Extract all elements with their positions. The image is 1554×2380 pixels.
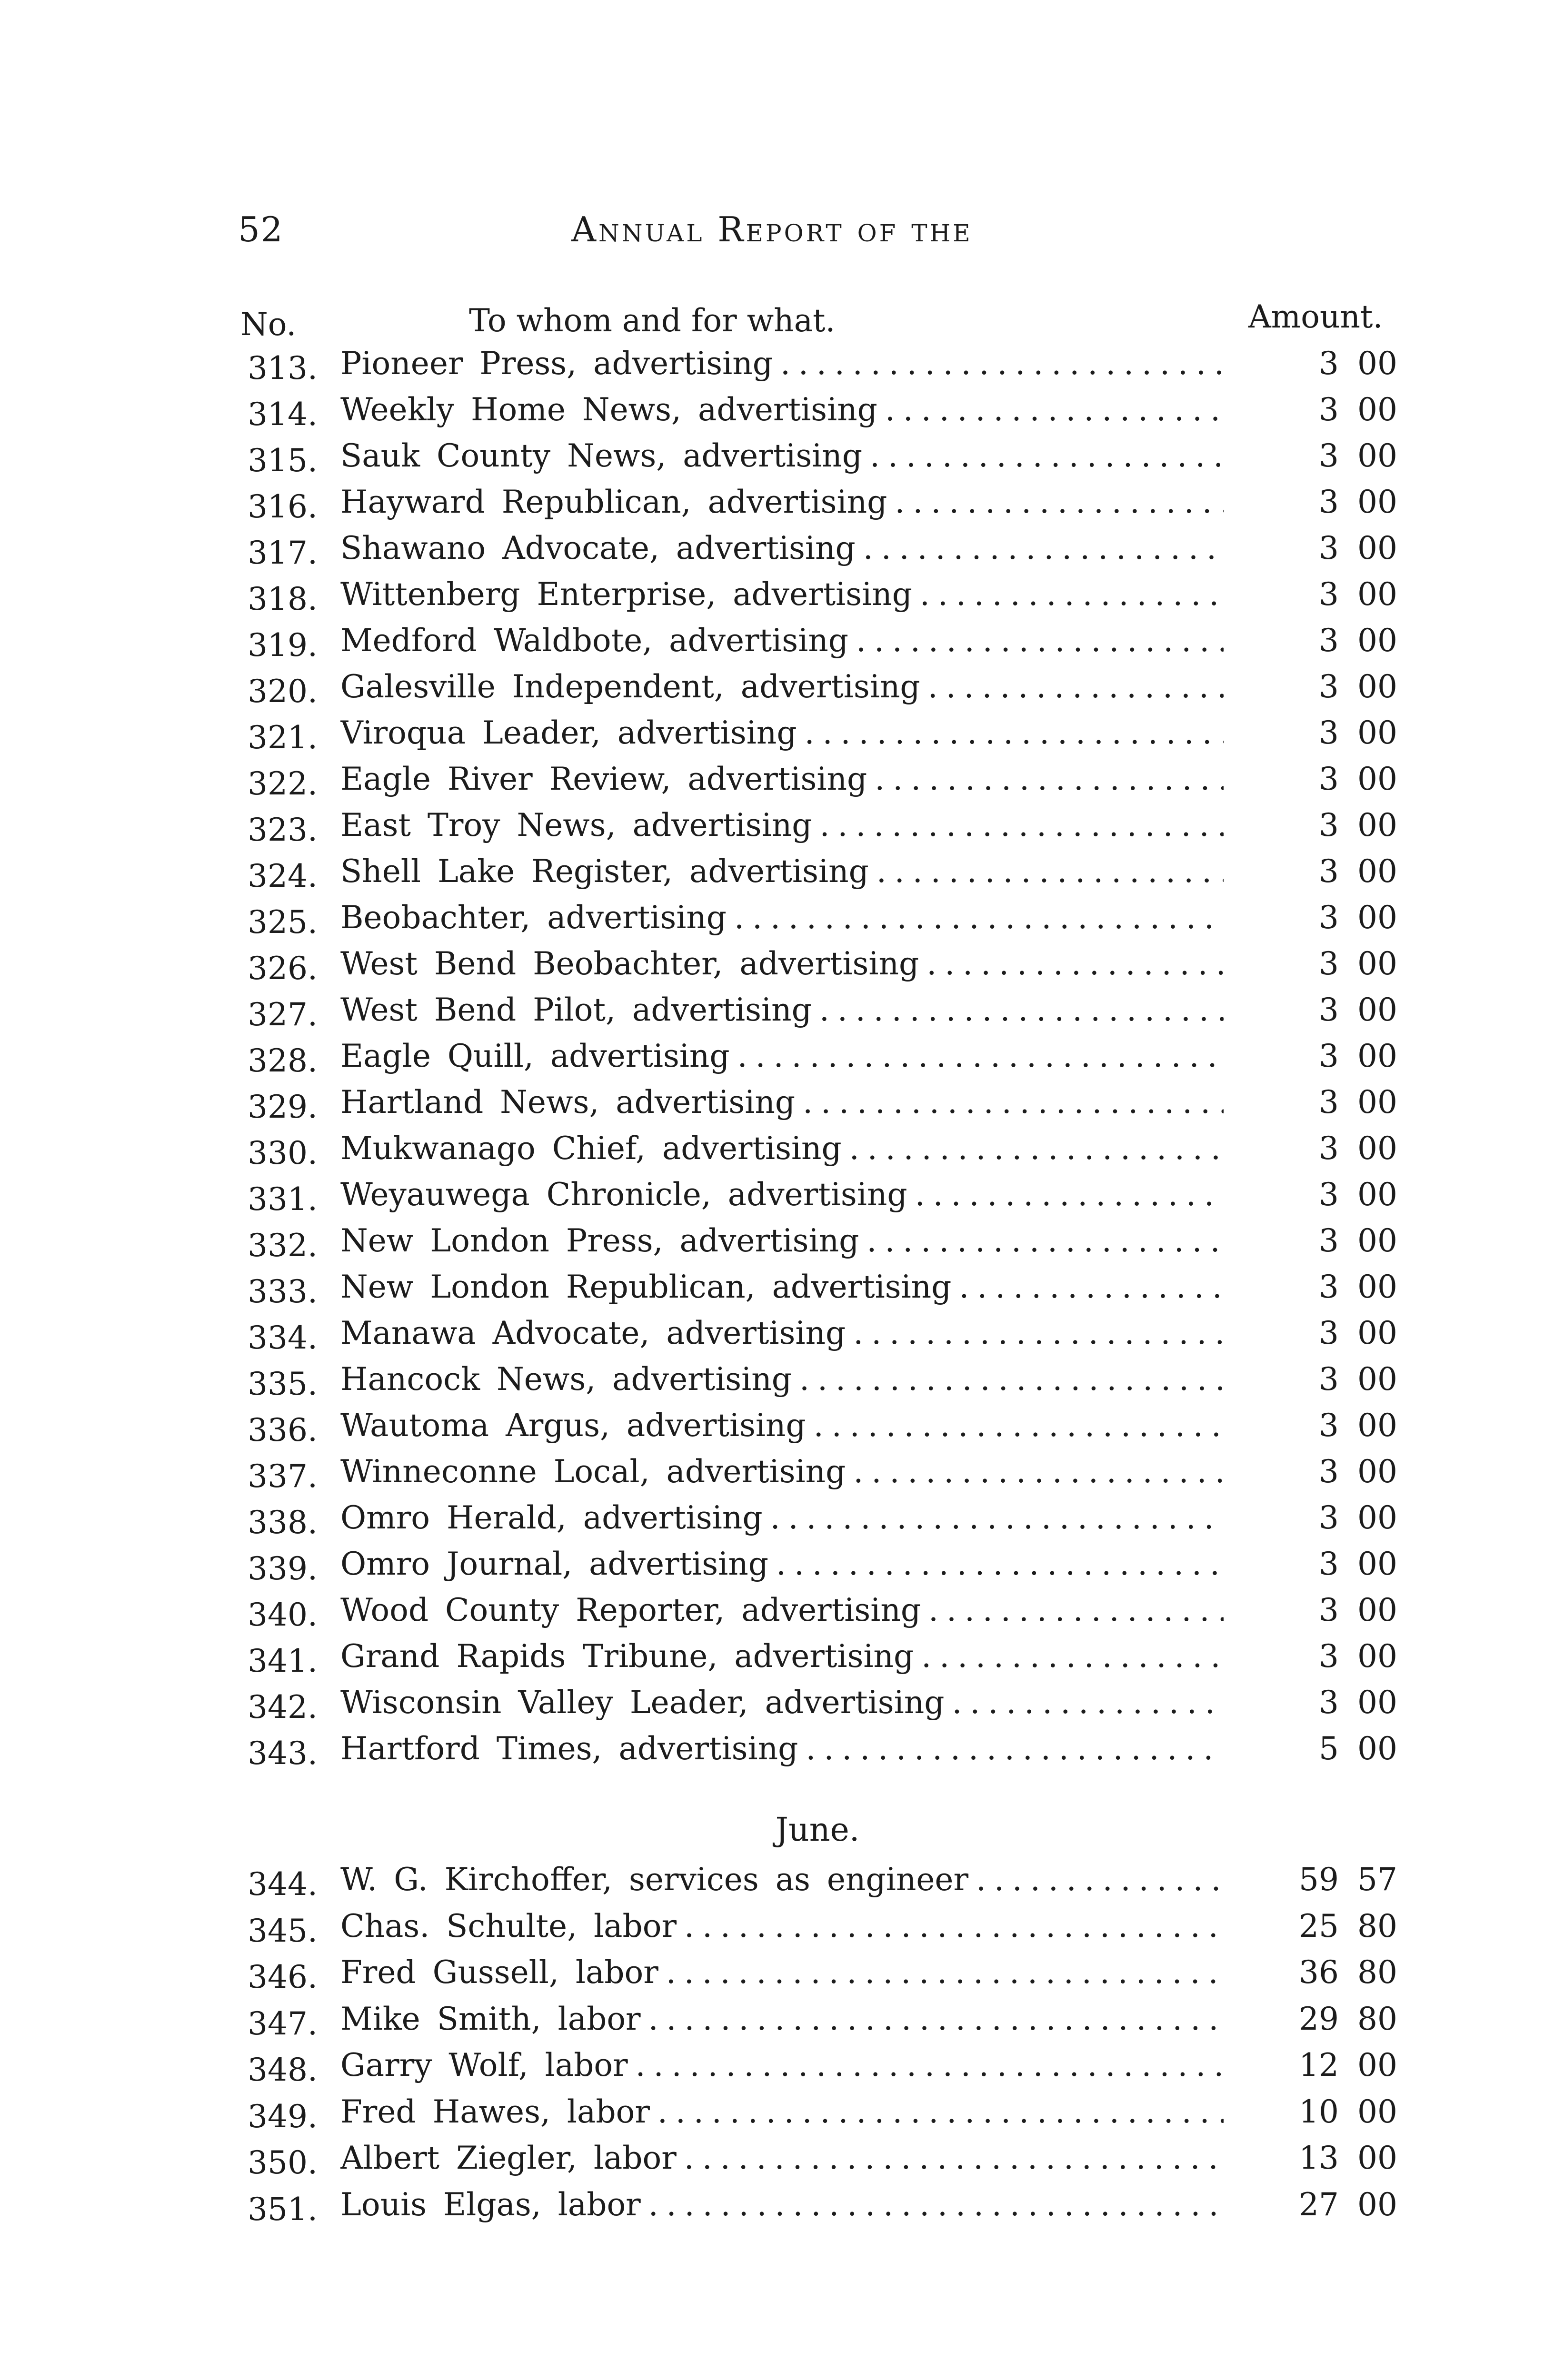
entry-amount: 3 00 xyxy=(1319,992,1397,1028)
entry-amount: 3 00 xyxy=(1319,1407,1397,1444)
entry-number: 339. xyxy=(248,1550,318,1587)
entry-amount: 3 00 xyxy=(1319,853,1397,890)
ledger-row xyxy=(0,345,1554,391)
entry-number: 325. xyxy=(248,904,318,941)
ledger-row xyxy=(0,1315,1554,1361)
entry-number: 314. xyxy=(248,396,318,433)
entry-description: New London Press, advertising . . . xyxy=(340,1222,1224,1259)
entry-number: 332. xyxy=(248,1227,318,1264)
ledger-row xyxy=(0,1407,1554,1453)
ledger-row xyxy=(0,1130,1554,1176)
entry-number: 329. xyxy=(248,1089,318,1125)
entry-description: Viroqua Leader, advertising . . . xyxy=(340,714,1224,751)
ledger-row xyxy=(0,2093,1554,2140)
entry-description: Chas. Schulte, labor . . . xyxy=(340,1908,1224,1944)
ledger-row xyxy=(0,714,1554,761)
entry-number: 321. xyxy=(248,719,318,756)
entry-description: Sauk County News, advertising . . . xyxy=(340,437,1224,474)
entry-number: 313. xyxy=(248,350,318,387)
ledger-row xyxy=(0,1638,1554,1684)
entry-description: Wautoma Argus, advertising . . . xyxy=(340,1407,1224,1444)
entry-number: 344. xyxy=(248,1866,318,1903)
entry-number: 350. xyxy=(248,2144,318,2181)
entry-description: Omro Herald, advertising . . . xyxy=(340,1499,1224,1536)
entry-amount: 3 00 xyxy=(1319,576,1397,613)
entry-description: Wittenberg Enterprise, advertising . . . xyxy=(340,576,1224,613)
ledger-row xyxy=(0,1730,1554,1776)
entry-amount: 3 00 xyxy=(1319,1684,1397,1721)
entry-number: 342. xyxy=(248,1689,318,1726)
entry-amount: 3 00 xyxy=(1319,391,1397,428)
entry-amount: 3 00 xyxy=(1319,1546,1397,1582)
entry-description: Fred Hawes, labor . . . xyxy=(340,2093,1224,2130)
entry-number: 320. xyxy=(248,673,318,710)
ledger-row xyxy=(0,1084,1554,1130)
entry-number: 324. xyxy=(248,858,318,894)
ledger-row xyxy=(0,992,1554,1038)
entry-amount: 3 00 xyxy=(1319,945,1397,982)
entry-description: Mukwanago Chief, advertising . . . xyxy=(340,1130,1224,1167)
entry-amount: 25 80 xyxy=(1299,1907,1397,1944)
entry-description: Wood County Reporter, advertising . . . xyxy=(340,1592,1224,1628)
ledger-row xyxy=(0,622,1554,668)
ledger-row xyxy=(0,1499,1554,1546)
entry-description: West Bend Beobachter, advertising . . . xyxy=(340,945,1224,982)
entry-amount: 3 00 xyxy=(1319,1592,1397,1628)
entry-number: 335. xyxy=(248,1366,318,1402)
ledger-row xyxy=(0,899,1554,945)
ledger-row xyxy=(0,391,1554,437)
entry-description: East Troy News, advertising . . . xyxy=(340,807,1224,843)
ledger-row xyxy=(0,1269,1554,1315)
ledger-row xyxy=(0,576,1554,622)
entry-number: 323. xyxy=(248,812,318,848)
entry-amount: 3 00 xyxy=(1319,1269,1397,1305)
ledger-row xyxy=(0,1954,1554,2000)
entry-description: W. G. Kirchoffer, services as engineer . . . xyxy=(340,1861,1224,1898)
entry-amount: 3 00 xyxy=(1319,1499,1397,1536)
entry-number: 322. xyxy=(248,765,318,802)
entry-description: Eagle Quill, advertising . . . xyxy=(340,1038,1224,1074)
entry-amount: 29 80 xyxy=(1299,2000,1397,2037)
running-title: Annual Report of the xyxy=(571,209,973,249)
entry-number: 337. xyxy=(248,1458,318,1495)
entry-description: Fred Gussell, labor . . . xyxy=(340,1954,1224,1991)
entry-amount: 3 00 xyxy=(1319,714,1397,751)
entry-description: Winneconne Local, advertising . . . xyxy=(340,1453,1224,1490)
ledger-row xyxy=(0,1453,1554,1499)
entry-amount: 3 00 xyxy=(1319,1038,1397,1074)
ledger-row xyxy=(0,2047,1554,2093)
entry-number: 333. xyxy=(248,1273,318,1310)
entry-amount: 10 00 xyxy=(1299,2093,1397,2130)
entry-description: Hartland News, advertising . . . xyxy=(340,1084,1224,1121)
entry-amount: 3 00 xyxy=(1319,1130,1397,1167)
entry-description: Weyauwega Chronicle, advertising . . . xyxy=(340,1176,1224,1213)
column-header-whom: To whom and for what. xyxy=(469,302,836,339)
ledger-row xyxy=(0,1176,1554,1222)
entry-amount: 3 00 xyxy=(1319,1222,1397,1259)
entry-description: Beobachter, advertising . . . xyxy=(340,899,1224,936)
section-heading-june-label: June. xyxy=(775,1811,860,1849)
entry-amount: 3 00 xyxy=(1319,1453,1397,1490)
entry-amount: 3 00 xyxy=(1319,1315,1397,1351)
entry-description: Hancock News, advertising . . . xyxy=(340,1361,1224,1398)
entry-amount: 3 00 xyxy=(1319,345,1397,382)
ledger-row xyxy=(0,484,1554,530)
entry-description: Manawa Advocate, advertising . . . xyxy=(340,1315,1224,1351)
entry-number: 319. xyxy=(248,627,318,664)
column-header-amount: Amount. xyxy=(1248,298,1383,335)
entry-amount: 12 00 xyxy=(1299,2047,1397,2083)
entry-description: Garry Wolf, labor . . . xyxy=(340,2047,1224,2083)
entry-description: Omro Journal, advertising . . . xyxy=(340,1546,1224,1582)
entry-description: Wisconsin Valley Leader, advertising . . . xyxy=(340,1684,1224,1721)
ledger-row xyxy=(0,1684,1554,1730)
entry-number: 348. xyxy=(248,2052,318,2088)
entry-amount: 36 80 xyxy=(1299,1954,1397,1991)
ledger-row xyxy=(0,668,1554,714)
entry-description: Hayward Republican, advertising . . . xyxy=(340,484,1224,520)
entry-number: 336. xyxy=(248,1412,318,1448)
ledger-row xyxy=(0,1546,1554,1592)
ledger-row xyxy=(0,437,1554,484)
entry-amount: 27 00 xyxy=(1299,2186,1397,2223)
entry-amount: 59 57 xyxy=(1299,1861,1397,1898)
ledger-row xyxy=(0,1038,1554,1084)
entry-description: Grand Rapids Tribune, advertising . . . xyxy=(340,1638,1224,1675)
entry-amount: 5 00 xyxy=(1319,1730,1397,1767)
entry-amount: 3 00 xyxy=(1319,1361,1397,1398)
ledger-row xyxy=(0,1222,1554,1269)
section-heading-june xyxy=(0,1811,1554,1849)
entry-amount: 3 00 xyxy=(1319,1084,1397,1121)
entry-number: 343. xyxy=(248,1735,318,1772)
entry-description: Shawano Advocate, advertising . . . xyxy=(340,530,1224,566)
entry-amount: 3 00 xyxy=(1319,530,1397,566)
ledger-row xyxy=(0,807,1554,853)
ledger-row xyxy=(0,2140,1554,2186)
ledger-row xyxy=(0,530,1554,576)
entry-description: Eagle River Review, advertising . . . xyxy=(340,761,1224,797)
entry-number: 338. xyxy=(248,1504,318,1541)
entry-amount: 3 00 xyxy=(1319,807,1397,843)
ledger-row xyxy=(0,1361,1554,1407)
entry-number: 317. xyxy=(248,535,318,571)
entry-description: Medford Waldbote, advertising . . . xyxy=(340,622,1224,659)
entry-description: Louis Elgas, labor . . . xyxy=(340,2186,1224,2223)
entry-amount: 3 00 xyxy=(1319,437,1397,474)
ledger-row xyxy=(0,1908,1554,1954)
ledger-row xyxy=(0,1592,1554,1638)
entry-description: New London Republican, advertising . . . xyxy=(340,1269,1224,1305)
entry-number: 330. xyxy=(248,1135,318,1171)
entry-number: 349. xyxy=(248,2098,318,2135)
entry-number: 334. xyxy=(248,1319,318,1356)
entry-description: Galesville Independent, advertising . . . xyxy=(340,668,1224,705)
entry-description: Weekly Home News, advertising . . . xyxy=(340,391,1224,428)
column-header-no: No. xyxy=(240,306,297,343)
entry-amount: 3 00 xyxy=(1319,1638,1397,1675)
ledger-row xyxy=(0,761,1554,807)
entry-number: 326. xyxy=(248,950,318,987)
entry-amount: 3 00 xyxy=(1319,668,1397,705)
entry-description: Pioneer Press, advertising . . . xyxy=(340,345,1224,382)
entry-number: 315. xyxy=(248,442,318,479)
entry-number: 327. xyxy=(248,996,318,1033)
entry-amount: 3 00 xyxy=(1319,899,1397,936)
entry-number: 328. xyxy=(248,1042,318,1079)
entry-number: 340. xyxy=(248,1597,318,1633)
entry-description: Hartford Times, advertising . . . xyxy=(340,1730,1224,1767)
entry-number: 345. xyxy=(248,1912,318,1949)
ledger-row xyxy=(0,2186,1554,2232)
entry-description: Albert Ziegler, labor . . . xyxy=(340,2140,1224,2176)
entry-description: Shell Lake Register, advertising . . . xyxy=(340,853,1224,890)
entry-amount: 3 00 xyxy=(1319,622,1397,659)
page-header xyxy=(0,209,1554,257)
entry-number: 316. xyxy=(248,488,318,525)
entry-number: 351. xyxy=(248,2191,318,2228)
column-headers xyxy=(0,298,1554,345)
page-number: 52 xyxy=(238,209,284,249)
entry-description: West Bend Pilot, advertising . . . xyxy=(340,992,1224,1028)
entry-number: 318. xyxy=(248,581,318,617)
entry-amount: 13 00 xyxy=(1299,2140,1397,2176)
entry-description: Mike Smith, labor . . . xyxy=(340,2001,1224,2037)
entry-amount: 3 00 xyxy=(1319,484,1397,520)
ledger-row xyxy=(0,1861,1554,1907)
ledger-row xyxy=(0,2001,1554,2047)
entry-amount: 3 00 xyxy=(1319,761,1397,797)
ledger-row xyxy=(0,945,1554,992)
ledger-row xyxy=(0,853,1554,899)
entry-number: 347. xyxy=(248,2005,318,2042)
entry-number: 341. xyxy=(248,1643,318,1679)
entry-number: 346. xyxy=(248,1959,318,1995)
entry-amount: 3 00 xyxy=(1319,1176,1397,1213)
entry-number: 331. xyxy=(248,1181,318,1218)
